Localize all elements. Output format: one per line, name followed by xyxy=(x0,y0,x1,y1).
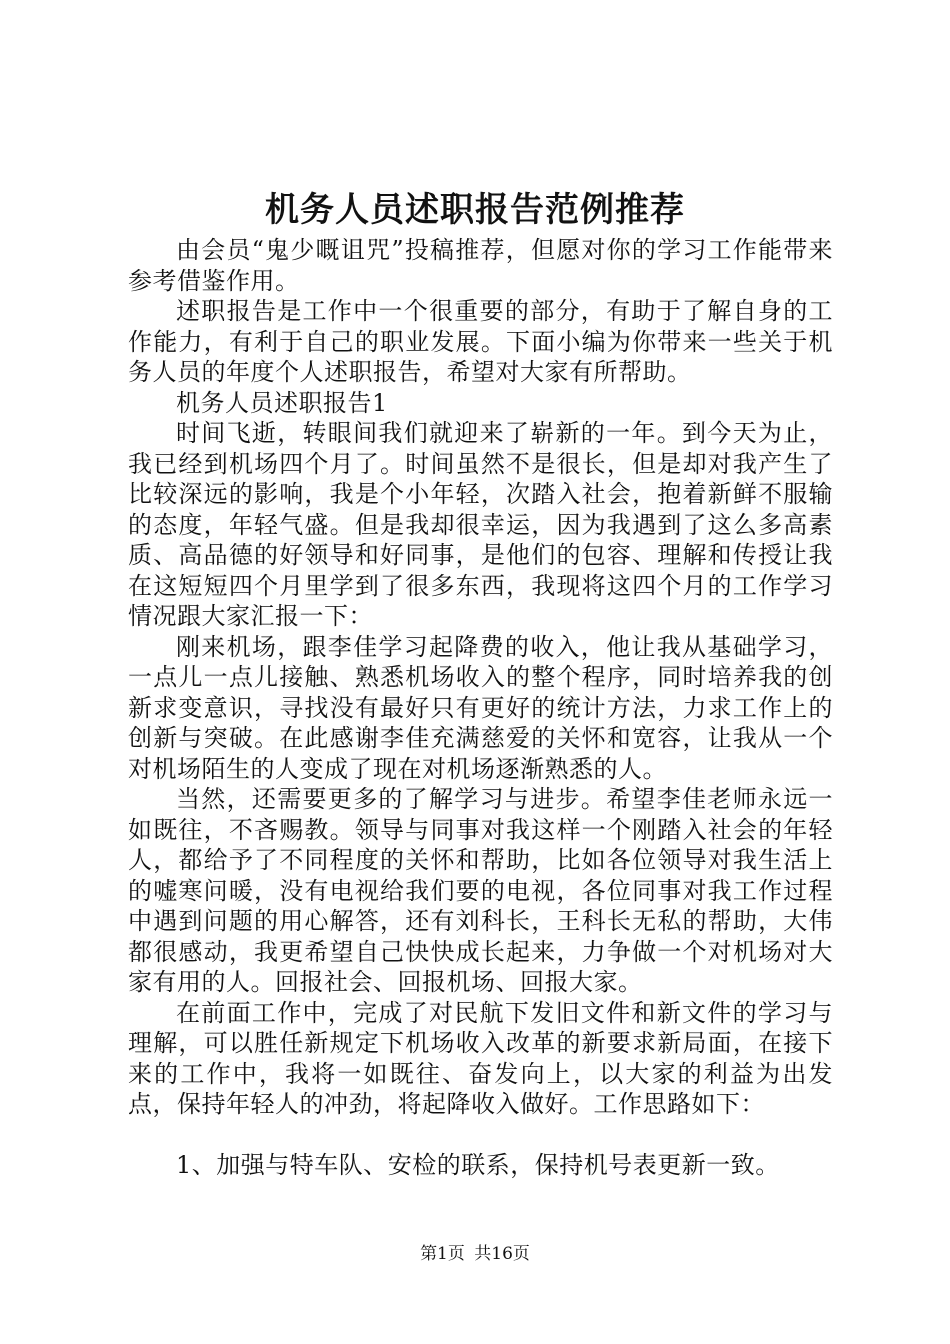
page-number: 第1页 xyxy=(420,1244,465,1264)
paragraph: 在前面工作中，完成了对民航下发旧文件和新文件的学习与理解，可以胜任新规定下机场收入改革的新要求新局面，在接下来的工作中，我将一如既往、奋发向上，以大家的利益为出发点，保持年轻人的冲劲，将起降收入做好。工作思路如下： xyxy=(128,998,833,1118)
list-item: 1、加强与特车队、安检的联系，保持机号表更新一致。 xyxy=(176,1150,780,1179)
document-title: 机务人员述职报告范例推荐 xyxy=(265,190,685,230)
paragraph-intro: 由会员“鬼少嘅诅咒”投稿推荐，但愿对你的学习工作能带来参考借鉴作用。 xyxy=(128,236,833,295)
paragraph: 时间飞逝，转眼间我们就迎来了崭新的一年。到今天为止，我已经到机场四个月了。时间虽然不是很长，但是却对我产生了比较深远的影响，我是个小年轻，次踏入社会，抱着新鲜不服输的态度，年轻气盛。但是我却很幸运，因为我遇到了这么多高素质、高品德的好领导和好同事，是他们的包容、理解和传授让我在这短短四个月里学到了很多东西，我现将这四个月的工作学习情况跟大家汇报一下： xyxy=(128,419,833,630)
page-footer xyxy=(0,1240,950,1268)
paragraph: 当然，还需要更多的了解学习与进步。希望李佳老师永远一如既往，不吝赐教。领导与同事对我这样一个刚踏入社会的年轻人，都给予了不同程度的关怀和帮助，比如各位领导对我生活上的嘘寒问暖，没有电视给我们要的电视，各位同事对我工作过程中遇到问题的用心解答，还有刘科长，王科长无私的帮助，大伟都很感动，我更希望自己快快成长起来，力争做一个对机场对大家有用的人。回报社会、回报机场、回报大家。 xyxy=(128,785,833,996)
document-body xyxy=(128,235,833,1180)
section-heading: 机务人员述职报告1 xyxy=(176,388,388,417)
paragraph-overview: 述职报告是工作中一个很重要的部分，有助于了解自身的工作能力，有利于自己的职业发展。下面小编为你带来一些关于机务人员的年度个人述职报告，希望对大家有所帮助。 xyxy=(128,297,833,386)
page-total: 共16页 xyxy=(474,1244,530,1264)
paragraph: 刚来机场，跟李佳学习起降费的收入，他让我从基础学习，一点儿一点儿接触、熟悉机场收入的整个程序，同时培养我的创新求变意识，寻找没有最好只有更好的统计方法，力求工作上的创新与突破。在此感谢李佳充满慈爱的关怀和宽容，让我从一个对机场陌生的人变成了现在对机场逐渐熟悉的人。 xyxy=(128,632,833,783)
